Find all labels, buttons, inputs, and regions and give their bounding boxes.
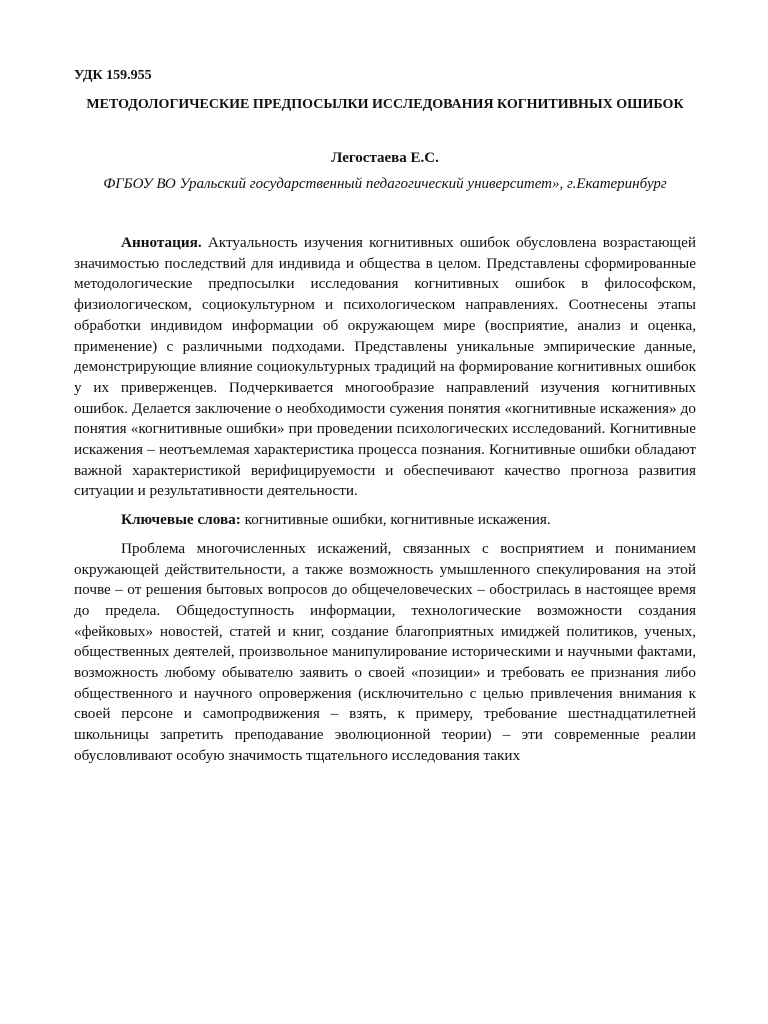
keywords-label: Ключевые слова: — [121, 511, 241, 529]
author-name: Легостаева Е.С. — [331, 150, 439, 166]
paper-title: МЕТОДОЛОГИЧЕСКИЕ ПРЕДПОСЫЛКИ ИССЛЕДОВАНИЯ КОГНИТИВНЫХ ОШИБОК — [86, 97, 684, 112]
body-paragraph: Проблема многочисленных искажений, связанных с восприятием и пониманием окружающей действительности, а также возможность умышленного спекулирования на этой почве – от решения бытовых вопросов до общечеловеческих – обострилась в настоящее время до предела. Общедоступность информации, технологические возможности создания «фейковых» новостей, статей и книг, создание благоприятных имиджей политиков, ученых, общественных деятелей, произвольное манипулирование историческими и научными фактами, возможность любому обывателю заявить о своей «позиции» и требовать ее признания либо общественного и научного опровержения (исключительно с целью привлечения внимания к своей персоне и самопродвижения – взять, к примеру, требование шестнадцатилетней школьницы запретить преподавание эволюционной теории) – эти современные реалии обусловливают особую значимость тщательного исследования таких — [74, 539, 696, 764]
abstract-paragraph — [74, 233, 696, 502]
paper-page — [74, 66, 696, 767]
keywords-text: когнитивные ошибки, когнитивные искажения. — [244, 511, 551, 529]
keywords-paragraph — [74, 510, 696, 531]
author-affiliation: ФГБОУ ВО Уральский государственный педагогический университет», г.Екатеринбург — [103, 176, 667, 192]
abstract-label: Аннотация. — [121, 234, 202, 251]
udk-code: УДК 159.955 — [74, 68, 152, 83]
abstract-text: Актуальность изучения когнитивных ошибок обусловлена возрастающей значимостью последствий для индивида и общества в целом. Представлены сформированные методологические предпосылки исследования когнитивных ошибок в философском, физиологическом, социокультурном и психологическом направлениях. Соотнесены этапы обработки индивидом информации об окружающем мире (восприятие, анализ и оценка, применение) с различными подходами. Представлены уникальные эмпирические данные, демонстрирующие влияние социокультурных традиций на формирование когнитивных ошибок у их приверженцев. Подчеркивается многообразие направлений изучения когнитивных ошибок. Делается заключение о необходимости сужения понятия «когнитивные искажения» до понятия «когнитивные ошибки» при проведении психологических исследований. Когнитивные искажения – неотъемлемая характеристика процесса познания. Когнитивные ошибки обладают важной характеристикой верифицируемости и обеспечивают качество прогноза развития ситуации и результативности деятельности. — [74, 234, 696, 500]
